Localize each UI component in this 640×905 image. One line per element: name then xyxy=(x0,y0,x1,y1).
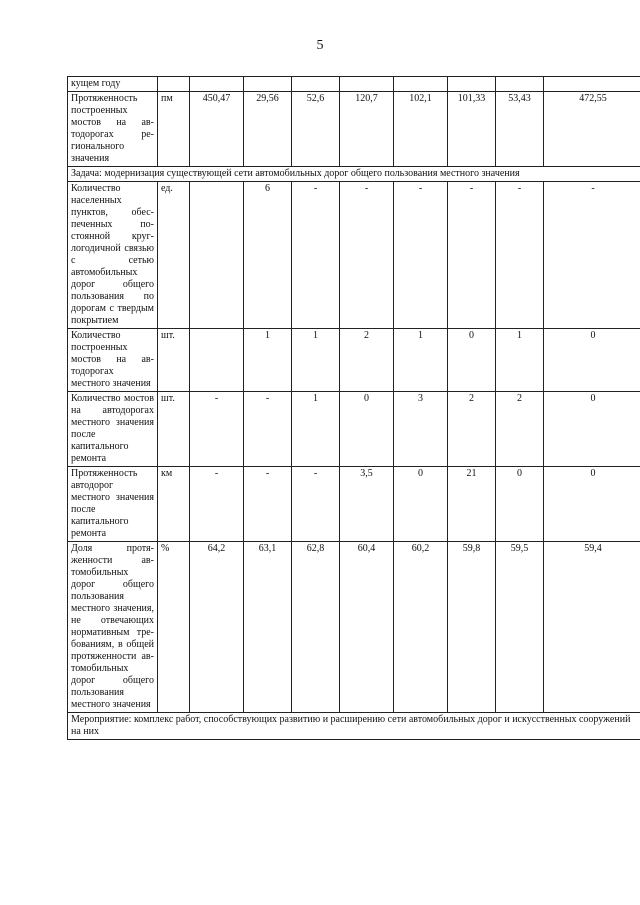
row-value: - xyxy=(448,182,496,329)
table-row xyxy=(68,542,640,713)
row-value: 102,1 xyxy=(394,92,448,167)
row-value: 0 xyxy=(544,467,640,542)
row-value: 0 xyxy=(544,392,640,467)
row-value: 0 xyxy=(544,329,640,392)
row-value: 0 xyxy=(394,467,448,542)
row-value: 1 xyxy=(292,392,340,467)
row-unit: км xyxy=(158,467,190,542)
table-row xyxy=(68,77,640,92)
row-value: 59,8 xyxy=(448,542,496,713)
row-unit: шт. xyxy=(158,329,190,392)
activity-heading: Мероприятие: комплекс работ, способствующих развитию и расширению сети автомобильных дорог и искусственных сооружений на них xyxy=(68,713,640,740)
row-value: 6 xyxy=(244,182,292,329)
row-value: 60,4 xyxy=(340,542,394,713)
row-value: 59,5 xyxy=(496,542,544,713)
indicators-table xyxy=(67,76,640,740)
row-value xyxy=(190,182,244,329)
row-value: 120,7 xyxy=(340,92,394,167)
row-name: кущем году xyxy=(68,77,158,92)
row-value: 2 xyxy=(448,392,496,467)
row-value: 0 xyxy=(448,329,496,392)
row-value: 21 xyxy=(448,467,496,542)
table-row xyxy=(68,713,640,740)
row-value: 2 xyxy=(340,329,394,392)
row-value: 60,2 xyxy=(394,542,448,713)
row-value: 52,6 xyxy=(292,92,340,167)
row-value: 53,43 xyxy=(496,92,544,167)
row-value: 1 xyxy=(394,329,448,392)
row-value: 63,1 xyxy=(244,542,292,713)
row-value: - xyxy=(394,182,448,329)
row-value: - xyxy=(544,182,640,329)
row-value: 0 xyxy=(496,467,544,542)
row-unit: ед. xyxy=(158,182,190,329)
table-row xyxy=(68,182,640,329)
row-value: 0 xyxy=(340,392,394,467)
row-value: 3,5 xyxy=(340,467,394,542)
row-value: 1 xyxy=(292,329,340,392)
row-value: 3 xyxy=(394,392,448,467)
row-value: 1 xyxy=(244,329,292,392)
row-value: - xyxy=(244,467,292,542)
row-name: Доля протяженности автомобильных дорог общего пользования местного значения, не отвечающих нормативным требованиям, в общей протяженности автомобильных дорог общего пользования местного значения xyxy=(68,542,158,713)
row-name: Протяженность автодорог местного значения после капитального ремонта xyxy=(68,467,158,542)
table-row xyxy=(68,167,640,182)
task-heading: Задача: модернизация существующей сети автомобильных дорог общего пользования местного значения xyxy=(68,167,640,182)
row-value: 101,33 xyxy=(448,92,496,167)
row-value: - xyxy=(292,467,340,542)
row-name: Количество мостов на автодорогах местного значения после капитального ремонта xyxy=(68,392,158,467)
table-row xyxy=(68,329,640,392)
row-value: - xyxy=(190,392,244,467)
row-name: Количество построенных мостов на автодорогах местного значения xyxy=(68,329,158,392)
row-value: 59,4 xyxy=(544,542,640,713)
row-value: - xyxy=(244,392,292,467)
row-value xyxy=(190,329,244,392)
row-value: - xyxy=(340,182,394,329)
row-unit: пм xyxy=(158,92,190,167)
row-value: - xyxy=(292,182,340,329)
row-value: 450,47 xyxy=(190,92,244,167)
page-number: 5 xyxy=(316,38,324,53)
row-value: 64,2 xyxy=(190,542,244,713)
row-name: Количество населенных пунктов, обеспеченных постоянной круглогодичной связью с сетью автомобильных дорог общего пользования по дорогам с твердым покрытием xyxy=(68,182,158,329)
row-value: 29,56 xyxy=(244,92,292,167)
table-row xyxy=(68,467,640,542)
row-value: 472,55 xyxy=(544,92,640,167)
row-name: Протяженность построенных мостов на автодорогах регионального значения xyxy=(68,92,158,167)
row-value: - xyxy=(190,467,244,542)
row-value: 2 xyxy=(496,392,544,467)
table-row xyxy=(68,92,640,167)
row-value: 1 xyxy=(496,329,544,392)
row-value: - xyxy=(496,182,544,329)
row-unit: шт. xyxy=(158,392,190,467)
row-unit: % xyxy=(158,542,190,713)
row-value: 62,8 xyxy=(292,542,340,713)
table-row xyxy=(68,392,640,467)
